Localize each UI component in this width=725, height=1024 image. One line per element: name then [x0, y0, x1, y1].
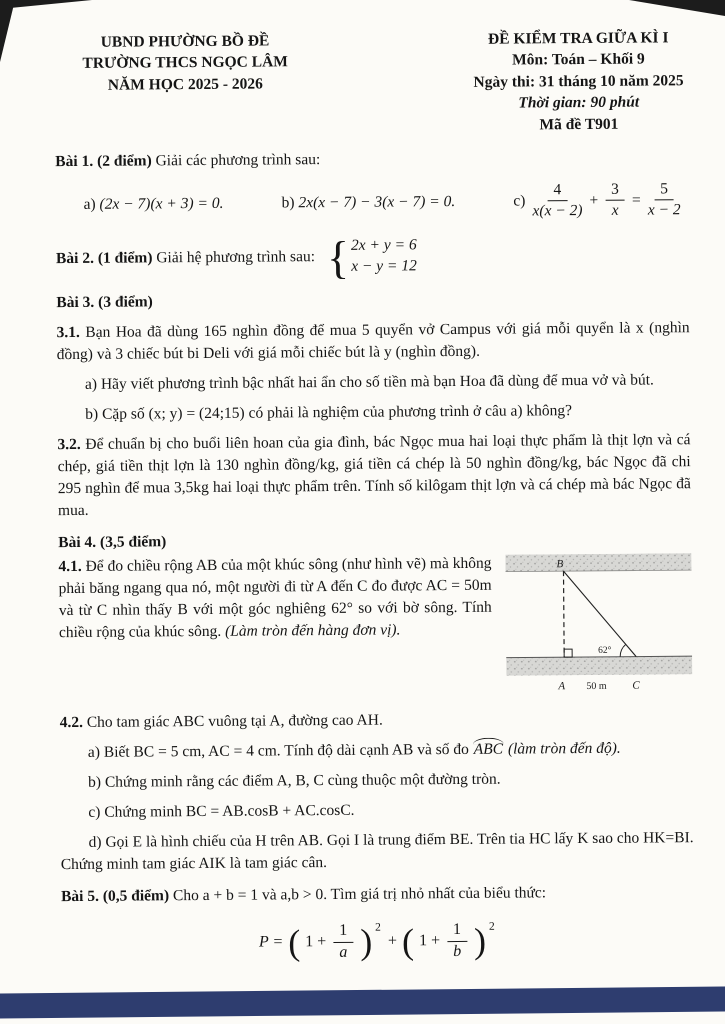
- problem-2-intro: Giải hệ phương trình sau:: [156, 248, 316, 267]
- fraction-1c-3: [648, 180, 681, 220]
- angle-arc: [620, 645, 626, 657]
- problem-4-2a-note: (làm tròn đến độ).: [503, 739, 621, 758]
- problem-4-label: Bài 4. (3,5 điểm): [58, 533, 167, 552]
- figure-label-a: A: [558, 680, 566, 693]
- equation-1a: [84, 192, 224, 215]
- right-angle-marker: [564, 649, 572, 657]
- problem-1-label: Bài 1. (2 điểm): [55, 152, 152, 171]
- problem-3-1: [57, 317, 690, 366]
- problem-5-formula: [61, 919, 694, 965]
- fraction-denominator: x(x − 2): [532, 202, 583, 220]
- problem-4-1-note: (Làm tròn đến hàng đơn vị).: [225, 621, 401, 641]
- river-diagram: [505, 553, 692, 696]
- problem-2-text: [56, 246, 315, 270]
- problem-5-heading: [61, 881, 694, 908]
- school-year: NĂM HỌC 2025 - 2026: [107, 75, 263, 94]
- problem-5-intro: Cho a + b = 1 và a,b > 0. Tìm giá trị nhỏ nhất của biểu thức:: [172, 884, 547, 905]
- fraction-1c-1: [532, 181, 582, 221]
- problem-3-2: [57, 429, 691, 522]
- fraction-numerator: 5: [654, 180, 674, 200]
- near-bank: [506, 656, 692, 675]
- problem-3-1b: b) Cặp số (x; y) = (24;15) có phải là nghiệm của phương trình ở câu a) không?: [85, 402, 573, 424]
- fraction-denominator: a: [339, 944, 348, 962]
- problem-1-heading: [55, 146, 688, 173]
- exponent-2: 2: [488, 921, 495, 934]
- open-paren: (: [288, 922, 301, 963]
- problem-4-1: [58, 551, 692, 704]
- equation-1c-label: c): [513, 192, 526, 210]
- problem-2-label: Bài 2. (1 điểm): [55, 249, 153, 268]
- problem-4-2-text: Cho tam giác ABC vuông tại A, đường cao AH.: [86, 711, 383, 732]
- problem-3-2-text: Để chuẩn bị cho buổi liên hoan của gia đình, bác Ngọc mua hai loại thực phẩm là thịt lợn và cá chép, giá tiền thịt lợn là 130 nghìn đồng/kg, giá tiền cá chép là 50 nghìn đồng/kg, bác Ngọc đã chi 295 nghìn để mua 3,5kg hai loại thực phẩm trên. Tính số kilôgam thịt lợn và cá chép mà bác Ngọc đã mua.: [57, 431, 691, 520]
- fraction-denominator: x − 2: [647, 201, 681, 219]
- one-plus: 1 +: [305, 933, 327, 951]
- equation-1a-expression: (2x − 7)(x + 3) = 0.: [99, 194, 224, 213]
- problem-4-2b: b) Chứng minh rằng các điểm A, B, C cùng thuộc một đường tròn.: [88, 770, 501, 792]
- system-brace: {: [326, 231, 350, 283]
- system-equations: [351, 236, 417, 278]
- exponent-2: 2: [375, 922, 381, 935]
- equation-1b: [282, 191, 456, 214]
- problem-4-1-text: Để đo chiều rộng AB của một khúc sông (như hình vẽ) mà không phải băng ngang qua nó, một người đi từ A đến C đo được AC = 50m và từ C nhìn thấy B với một góc nghiêng 62° so với bờ sông. Tính chiều rộng của khúc sông.: [58, 555, 492, 642]
- system-equation-1: 2x + y = 6: [350, 236, 417, 255]
- formula-expression: [259, 921, 497, 964]
- problem-4-2: [60, 707, 693, 734]
- equation-1a-label: a): [83, 195, 96, 213]
- problem-4-1-label: 4.1.: [58, 558, 82, 576]
- system-of-equations: [326, 231, 417, 283]
- fraction-numerator: 3: [605, 181, 625, 201]
- header-left-block: [82, 30, 288, 138]
- figure-label-angle: 62°: [598, 646, 612, 657]
- fraction-denominator: b: [453, 943, 462, 961]
- equation-1c: [513, 180, 682, 221]
- problem-1-intro: Giải các phương trình sau:: [155, 150, 321, 170]
- fraction-numerator: 4: [547, 181, 567, 201]
- exam-duration: Thời gian: 90 phút: [518, 93, 640, 112]
- problem-4-2a: [60, 737, 693, 764]
- figure-label-c: C: [632, 679, 640, 692]
- problem-4-2-label: 4.2.: [59, 714, 83, 732]
- problem-3-label: Bài 3. (3 điểm): [56, 293, 153, 312]
- problem-4-2a-text: a) Biết BC = 5 cm, AC = 4 cm. Tính độ dài cạnh AB và số đo: [87, 741, 473, 762]
- document-header: [54, 27, 688, 139]
- equation-1b-expression: 2x(x − 7) − 3(x − 7) = 0.: [298, 192, 456, 211]
- fraction-one-over-a: [333, 922, 353, 963]
- school-name: TRƯỜNG THCS NGỌC LÂM: [82, 53, 288, 73]
- scan-artifact-bottom-bar: [0, 986, 725, 1018]
- problem-3-2-label: 3.2.: [57, 436, 81, 454]
- exam-title: ĐỀ KIỂM TRA GIỮA KÌ I: [487, 29, 669, 48]
- equation-1b-label: b): [281, 193, 295, 212]
- fraction-numerator: 1: [333, 922, 353, 943]
- open-paren: (: [401, 921, 415, 962]
- close-paren: ): [473, 921, 487, 962]
- fraction-one-over-b: [447, 921, 467, 962]
- plus-sign: +: [589, 191, 599, 209]
- problem-3-1a: a) Hãy viết phương trình bậc nhất hai ẩn cho số tiền mà bạn Hoa đã dùng để mua vở và bút.: [84, 371, 654, 394]
- problem-1-equations: [83, 180, 682, 224]
- figure-label-b: B: [556, 558, 564, 571]
- header-right-block: [473, 27, 684, 136]
- system-equation-2: x − y = 12: [351, 257, 417, 276]
- problem-4-2d: d) Gọi E là hình chiếu của H trên AB. Gọi I là trung điểm BE. Trên tia HC lấy K sao cho HK=BI. Chứng minh tam giác AIK là tam giác cân.: [60, 829, 694, 874]
- problem-3-1-label: 3.1.: [56, 324, 80, 342]
- issuer-name: UBND PHƯỜNG BỒ ĐỀ: [100, 32, 270, 51]
- problem-4-heading: [58, 527, 691, 554]
- plus-sign: +: [387, 932, 398, 950]
- one-plus: 1 +: [418, 932, 441, 950]
- problem-4-2c: c) Chứng minh BC = AB.cosB + AC.cosC.: [88, 802, 355, 822]
- problem-3-1-text: Bạn Hoa đã dùng 165 nghìn đồng để mua 5 quyển vở Campus với giá mỗi quyển là x (nghìn đồng) và 3 chiếc bút bi Deli với giá mỗi chiếc bút là y (nghìn đồng).: [56, 319, 690, 364]
- figure-label-distance: 50 m: [586, 681, 607, 693]
- equals-sign: =: [631, 191, 641, 209]
- exam-subject: Môn: Toán – Khối 9: [512, 50, 645, 69]
- angle-abc-notation: ABC: [473, 740, 504, 759]
- fraction-numerator: 1: [447, 921, 467, 942]
- problem-2: [55, 231, 689, 283]
- formula-lhs: P =: [258, 933, 284, 951]
- fraction-1c-2: [605, 181, 625, 221]
- problem-5-label: Bài 5. (0,5 điểm): [60, 887, 170, 906]
- problem-3-heading: [56, 287, 689, 314]
- exam-date: Ngày thi: 31 tháng 10 năm 2025: [473, 71, 684, 91]
- river-width-line-ab: [563, 571, 564, 657]
- close-paren: ): [360, 921, 373, 963]
- far-bank: [505, 553, 691, 571]
- fraction-denominator: x: [611, 201, 619, 219]
- exam-code: Mã đề T901: [539, 115, 619, 133]
